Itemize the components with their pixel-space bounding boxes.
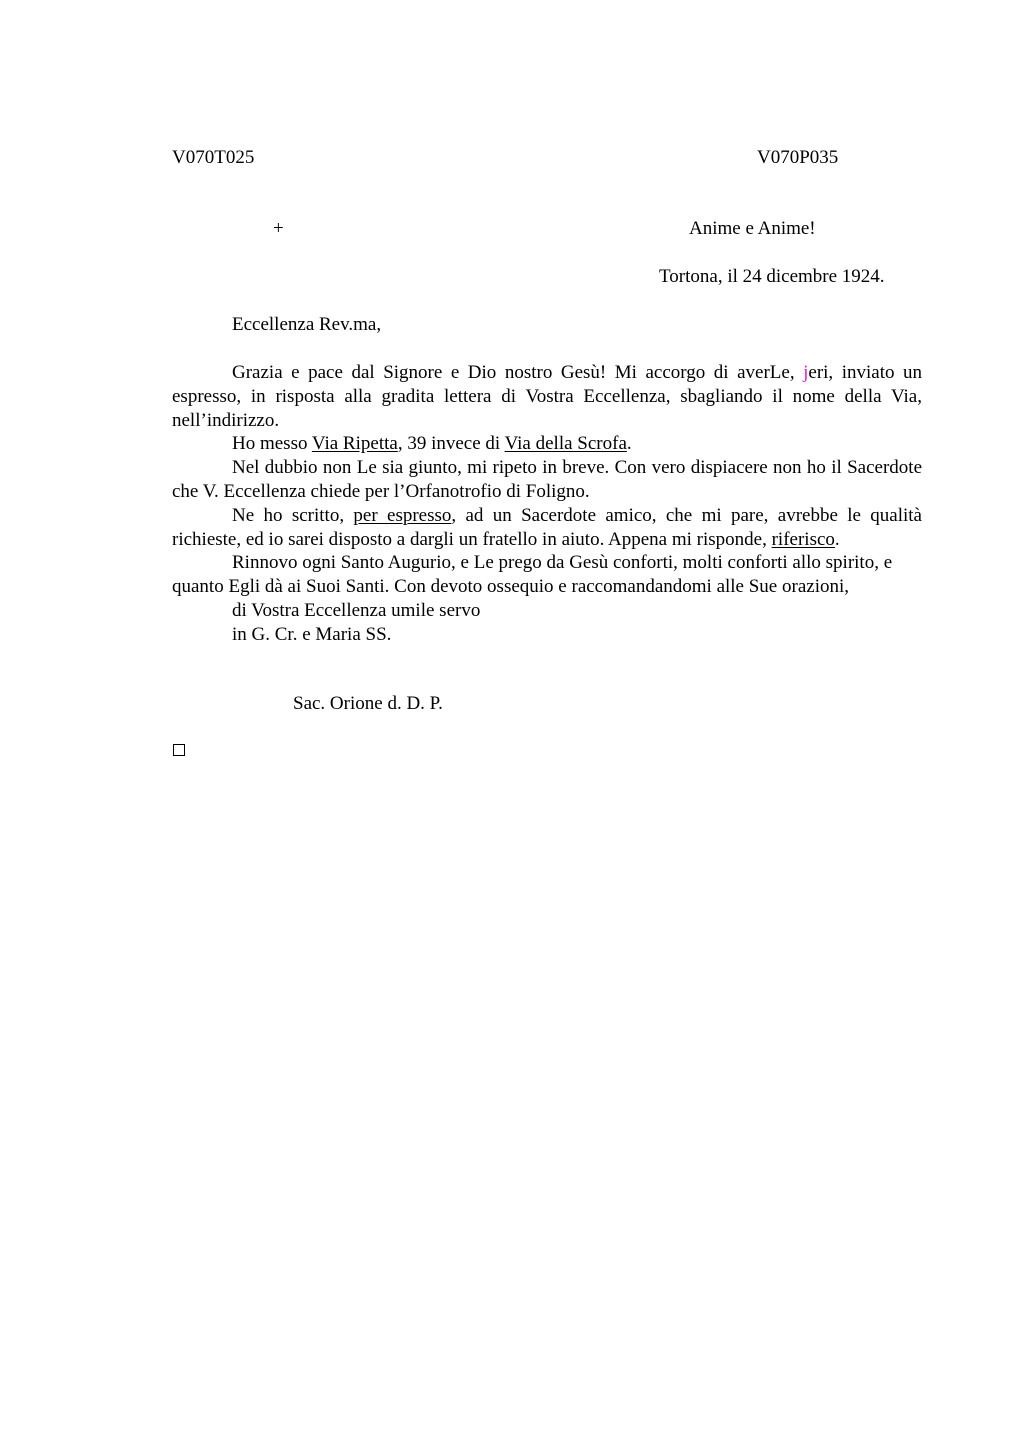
paragraph-2-text-c: . bbox=[626, 433, 632, 455]
paragraph-1-text-a: Grazia e pace dal Signore e Dio nostro Gesù! Mi accorgo di averLe, bbox=[232, 362, 804, 383]
salutation: Eccellenza Rev.ma, bbox=[232, 314, 382, 335]
closing-line-1: di Vostra Eccellenza umile servo bbox=[232, 599, 481, 621]
motto: Anime e Anime! bbox=[689, 218, 816, 239]
paragraph-1 bbox=[172, 361, 922, 432]
underlined-via-ripetta: Via Ripetta bbox=[311, 433, 398, 455]
end-square-icon bbox=[173, 744, 185, 756]
paragraph-4-text-c: . bbox=[834, 528, 840, 550]
paragraph-3 bbox=[172, 456, 922, 504]
underlined-riferisco: riferisco bbox=[771, 528, 835, 550]
paragraph-4 bbox=[172, 504, 922, 552]
closing-line-2: in G. Cr. e Maria SS. bbox=[232, 623, 392, 645]
cross-symbol: + bbox=[273, 218, 284, 239]
paragraph-4-text-a: Ne ho scritto, bbox=[232, 504, 354, 526]
paragraph-2-text-b: , 39 invece di bbox=[397, 433, 505, 455]
underlined-via-della-scrofa: Via della Scrofa bbox=[504, 433, 627, 455]
signature: Sac. Orione d. D. P. bbox=[293, 693, 443, 714]
paragraph-1-text-b: eri, inviato un espresso, in risposta alla gradita lettera di Vostra Eccellenza, sbagliando il nome della Via, nell’indirizzo. bbox=[172, 362, 923, 431]
paragraph-2-text-a: Ho messo bbox=[232, 433, 312, 455]
paragraph-4-text-b: , ad un Sacerdote amico, che mi pare, avrebbe le qualità richieste, ed io sarei disposto a dargli un fratello in aiuto. Appena mi risponde, bbox=[172, 504, 922, 550]
underlined-per-espresso: per espresso bbox=[353, 504, 452, 526]
paragraph-5-text: Rinnovo ogni Santo Augurio, e Le prego da Gesù conforti, molti conforti allo spirito, e quanto Egli dà ai Suoi Santi. Con devoto ossequio e raccomandandomi alle Sue orazioni, bbox=[172, 552, 893, 598]
document-code-left: V070T025 bbox=[172, 147, 255, 168]
document-code-right: V070P035 bbox=[757, 147, 839, 168]
paragraph-2 bbox=[172, 432, 922, 456]
place-and-date: Tortona, il 24 dicembre 1924. bbox=[659, 266, 885, 287]
paragraph-3-text: Nel dubbio non Le sia giunto, mi ripeto in breve. Con vero dispiacere non ho il Sacerdote che V. Eccellenza chiede per l’Orfanotrofio di Foligno. bbox=[172, 457, 922, 502]
correction-highlight: j bbox=[803, 362, 809, 383]
paragraph-5 bbox=[172, 551, 922, 599]
letter-body bbox=[172, 361, 922, 647]
